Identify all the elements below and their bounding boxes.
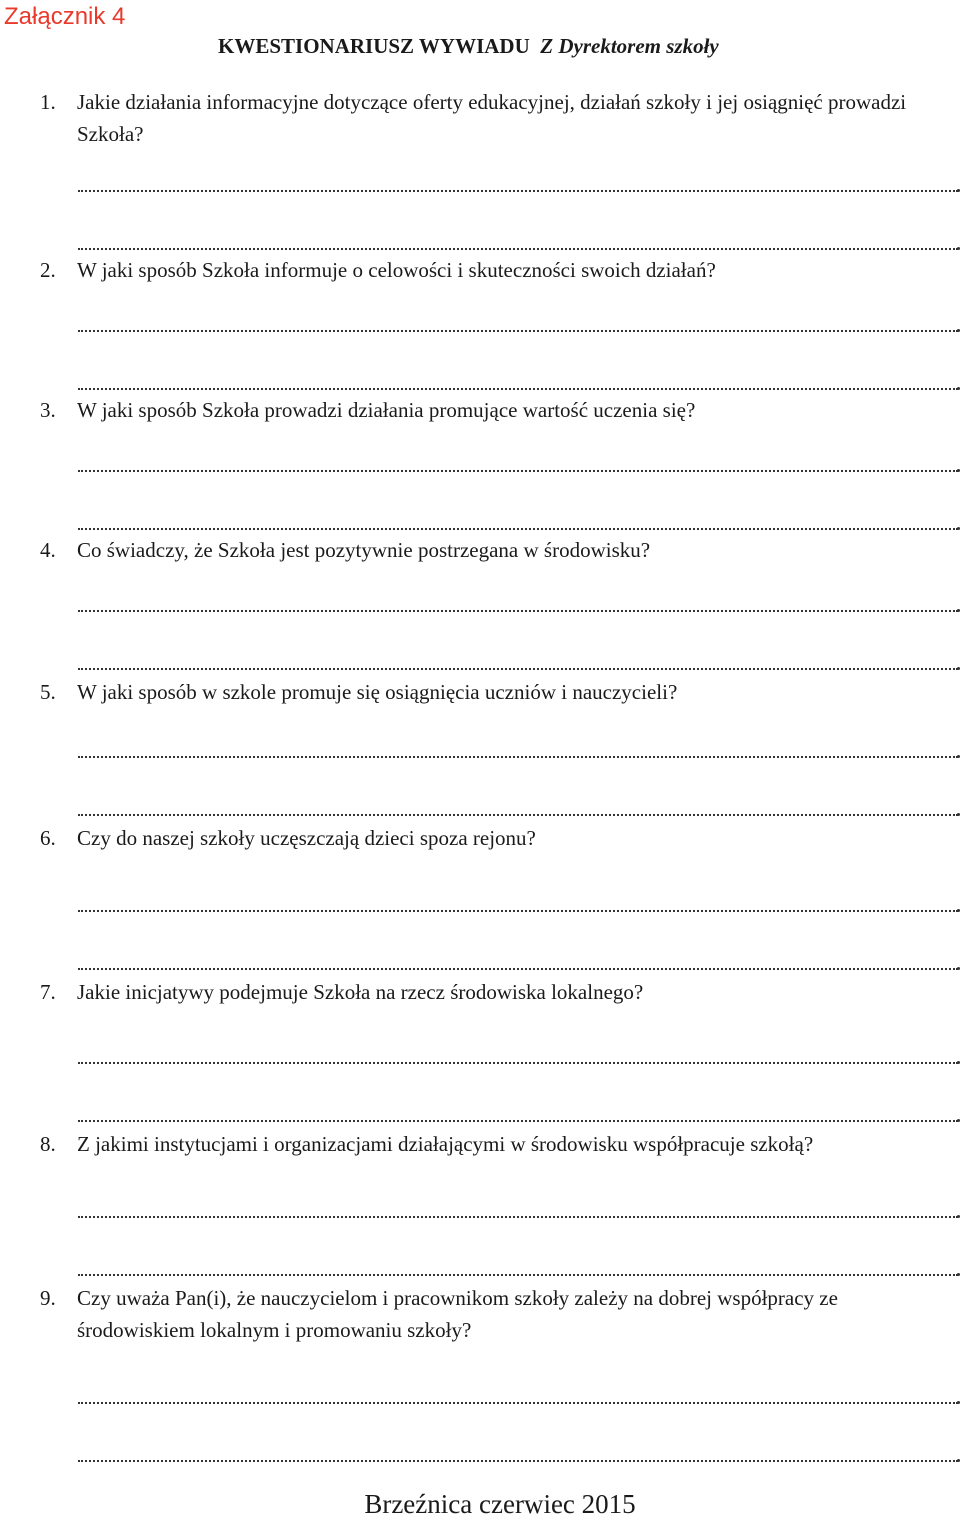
answer-line-2b[interactable] bbox=[78, 388, 958, 390]
question-text-2: W jaki sposób Szkoła informuje o celowości i skuteczności swoich działań? bbox=[77, 258, 716, 282]
answer-line-6b[interactable] bbox=[78, 968, 958, 970]
question-text-5: W jaki sposób w szkole promuje się osiągnięcia uczniów i nauczycieli? bbox=[77, 680, 678, 704]
answer-line-8b[interactable] bbox=[78, 1274, 958, 1276]
question-number-9: 9. bbox=[40, 1286, 56, 1310]
question-text-7: Jakie inicjatywy podejmuje Szkoła na rzecz środowiska lokalnego? bbox=[77, 980, 644, 1004]
question-number-4: 4. bbox=[40, 538, 56, 562]
answer-line-1a[interactable] bbox=[78, 190, 958, 192]
annex-label: Załącznik 4 bbox=[4, 3, 126, 30]
question-number-5: 5. bbox=[40, 680, 56, 704]
answer-line-9b[interactable] bbox=[78, 1460, 958, 1462]
question-number-6: 6. bbox=[40, 826, 56, 850]
question-text-6: Czy do naszej szkoły uczęszczają dzieci spoza rejonu? bbox=[77, 826, 536, 850]
answer-line-9a[interactable] bbox=[78, 1402, 958, 1404]
answer-line-4a[interactable] bbox=[78, 610, 958, 612]
answer-line-3a[interactable] bbox=[78, 470, 958, 472]
question-number-3: 3. bbox=[40, 398, 56, 422]
answer-line-8a[interactable] bbox=[78, 1216, 958, 1218]
question-number-1: 1. bbox=[40, 90, 56, 114]
title-subtitle: Z Dyrektorem szkoły bbox=[540, 34, 719, 58]
answer-line-4b[interactable] bbox=[78, 668, 958, 670]
answer-line-3b[interactable] bbox=[78, 528, 958, 530]
answer-line-2a[interactable] bbox=[78, 330, 958, 332]
question-text-9: Czy uważa Pan(i), że nauczycielom i pracownikom szkoły zależy na dobrej współpracy ze środowiskiem lokalnym i promowaniu szkoły? bbox=[77, 1286, 838, 1342]
answer-line-6a[interactable] bbox=[78, 910, 958, 912]
title-main: KWESTIONARIUSZ WYWIADU bbox=[218, 34, 530, 58]
question-number-8: 8. bbox=[40, 1132, 56, 1156]
question-text-8: Z jakimi instytucjami i organizacjami działającymi w środowisku współpracuje szkołą? bbox=[77, 1132, 814, 1156]
answer-line-5a[interactable] bbox=[78, 756, 958, 758]
question-text-3: W jaki sposób Szkoła prowadzi działania promujące wartość uczenia się? bbox=[77, 398, 696, 422]
question-number-7: 7. bbox=[40, 980, 56, 1004]
answer-line-7b[interactable] bbox=[78, 1120, 958, 1122]
question-text-4: Co świadczy, że Szkoła jest pozytywnie postrzegana w środowisku? bbox=[77, 538, 651, 562]
question-text-1: Jakie działania informacyjne dotyczące oferty edukacyjnej, działań szkoły i jej osiągnięć prowadzi Szkoła? bbox=[77, 90, 907, 146]
question-number-2: 2. bbox=[40, 258, 56, 282]
answer-line-1b[interactable] bbox=[78, 248, 958, 250]
answer-line-7a[interactable] bbox=[78, 1062, 958, 1064]
page-title bbox=[218, 32, 719, 60]
answer-line-5b[interactable] bbox=[78, 814, 958, 816]
footer-place-date: Brzeźnica czerwiec 2015 bbox=[364, 1489, 636, 1519]
